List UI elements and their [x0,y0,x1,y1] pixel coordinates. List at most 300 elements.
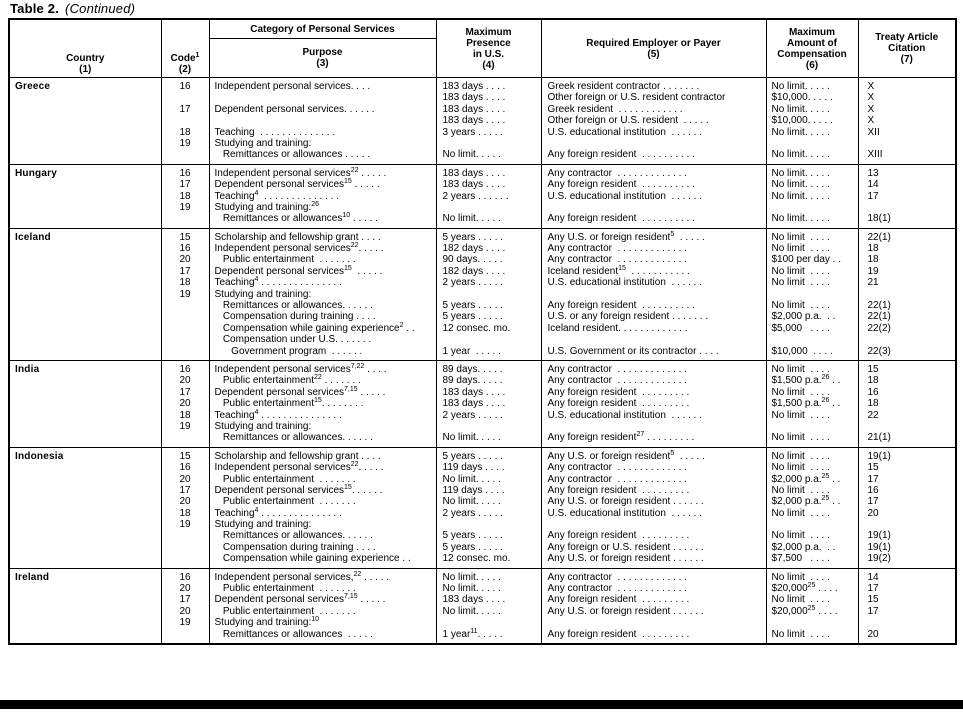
line: 21(1) [867,432,891,444]
compensation-cell [766,78,858,165]
country-name: Ireland [15,571,50,583]
line: Public entertainment . . . . . . . [214,583,356,595]
line: Independent personal services$^{22}$. . . . . [214,242,384,255]
line: XIII [867,149,883,161]
line: Any contractor . . . . . . . . . . . . . [547,583,687,595]
line: No limit . . . . [771,530,830,542]
line: 19(2) [867,553,891,565]
line: Any foreign resident . . . . . . . . . [547,386,690,398]
line: Any contractor . . . . . . . . . . . . . [547,571,687,583]
line: No limit . . . . [771,363,830,375]
line: Teaching . . . . . . . . . . . . . . [214,126,336,138]
presence-cell [436,164,541,228]
header-code-label: Code$^1$ [170,52,200,64]
line: No limit . . . . [771,386,830,398]
line [210,92,436,103]
line: 16 [867,386,879,398]
header-payer: Required Employer or Payer (5) [541,19,766,78]
line: 89 days. . . . . [442,363,503,375]
line: Remittances or allowances . . . . . [214,628,373,640]
line: Any foreign resident . . . . . . . . . [547,594,690,606]
code-cell [161,568,209,644]
line [859,138,956,149]
line: No limit . . . . [771,628,830,640]
line: 22 [867,409,879,421]
line: $2,000 p.a. . . [771,311,836,323]
line: $5,000 . . . . [771,322,830,334]
table-number: Table 2. [10,1,60,16]
line: 17 [867,496,879,508]
line [162,553,209,564]
country-block-ireland [9,568,956,644]
line: No limit . . . . [771,462,830,474]
table-header [9,19,956,78]
line: No limit. . . . . [771,81,830,92]
line: Teaching$^4$ . . . . . . . . . . . . . . . [214,506,342,519]
line: $1,500 p.a.$^{26}$ . . [771,397,841,410]
line: Studying and training: [214,288,312,300]
line [162,323,209,334]
line [437,289,541,300]
header-country-label: Country [66,53,105,64]
line: 5 years . . . . . [442,311,504,323]
line: Public entertainment$^{15}$. . . . . . . . [214,397,364,410]
line [542,421,766,432]
compensation-cell [766,228,858,360]
line: 2 years . . . . . [442,277,504,289]
line: 18 [867,398,879,410]
line: $10,000. . . . . [771,115,833,127]
table-body [9,78,956,644]
header-compensation: Maximum Amount of Compensation (6) [766,19,858,78]
line [210,115,436,126]
compensation-cell [766,568,858,644]
line: Greek resident . . . . . . . . . . . . [547,103,683,115]
line: Teaching$^4$ . . . . . . . . . . . . . . . [214,276,342,289]
country-cell [9,164,161,228]
line: No limit. . . . . [442,473,501,485]
line: Any contractor . . . . . . . . . . . . . [547,363,687,375]
line: 183 days . . . . [442,398,506,410]
citation-cell [858,360,956,447]
line: 15 [867,594,879,606]
line: 18 [867,375,879,387]
purpose-cell [209,360,436,447]
line [767,421,858,432]
line: 1 year$^{11}$. . . . . [442,627,503,640]
line: No limit . . . . [771,450,830,462]
line: 5 years . . . . . [442,231,504,243]
tax-treaty-table [8,18,957,645]
line: 19 [179,201,191,213]
line: Dependent personal services$^{15}$. . . . . . [214,483,383,496]
presence-cell [436,78,541,165]
line: 15 [179,450,191,462]
line: 18 [179,507,191,519]
line: Any contractor . . . . . . . . . . . . . [547,243,687,255]
line: No limit. . . . . [771,167,830,179]
line: Independent personal services. . . . [214,81,371,92]
line: 5 years . . . . . [442,300,504,312]
line: 19(1) [867,450,891,462]
line: Any foreign resident . . . . . . . . . . [547,300,695,312]
line: 5 years . . . . . [442,450,504,462]
purpose-cell [209,447,436,568]
payer-cell [541,447,766,568]
line: 12 consec. mo. [442,553,511,565]
line: 17 [179,103,191,115]
line: Any foreign resident . . . . . . . . . . [547,179,695,191]
header-code-num: (2) [178,64,192,75]
line: Iceland resident. . . . . . . . . . . . . [547,322,688,334]
line: No limit . . . . [771,277,830,289]
line [437,421,541,432]
line: U.S. or any foreign resident . . . . . . . [547,311,709,323]
line: 15 [179,231,191,243]
line: Remittances or allowances . . . . . [214,149,371,161]
line: Dependent personal services$^{15}$ . . . . . [214,178,380,191]
line: 183 days . . . . [442,115,506,127]
line: Dependent personal services$^{7,15}$ . . . . . [214,385,386,398]
line: 16 [179,571,191,583]
payer-cell [541,568,766,644]
citation-cell [858,568,956,644]
line: Government program . . . . . . [214,345,363,357]
line: Any foreign resident . . . . . . . . . [547,484,690,496]
line: No limit . . . . [771,231,830,243]
purpose-cell [209,164,436,228]
line [859,519,956,530]
line: Any U.S. or foreign resident$^5$ . . . . . [547,230,705,243]
compensation-cell [766,360,858,447]
line: 19(1) [867,530,891,542]
line: 18 [179,409,191,421]
line: $1,500 p.a.$^{26}$ . . [771,374,841,387]
country-cell [9,568,161,644]
header-citation: Treaty Article Citation (7) [858,19,956,78]
line: $2,000 p.a. . . [771,541,836,553]
line: Studying and training: [214,420,312,432]
line [162,115,209,126]
line [859,202,956,213]
line: Any contractor . . . . . . . . . . . . . [547,375,687,387]
line: 21 [867,277,879,289]
line: 183 days . . . . [442,594,506,606]
line: 183 days . . . . [442,103,506,115]
line [542,519,766,530]
line: 16 [179,243,191,255]
line: 14 [867,179,879,191]
line [542,138,766,149]
line: Any foreign resident . . . . . . . . . [547,530,690,542]
line: 18(1) [867,213,891,225]
line: No limit. . . . . [442,213,501,225]
header-country [9,19,161,78]
payer-cell [541,164,766,228]
line: No limit. . . . . [771,179,830,191]
line: No limit. . . . . [442,149,501,161]
line: U.S. educational institution . . . . . . [547,126,703,138]
line [859,334,956,345]
citation-cell [858,228,956,360]
line: Compensation during training . . . . [214,311,376,323]
line [162,213,209,224]
country-cell [9,78,161,165]
line: 16 [179,81,191,92]
line: X [867,92,875,104]
line [162,629,209,640]
line: No limit. . . . . [442,583,501,595]
country-block-indonesia [9,447,956,568]
line: Dependent personal services$^{15}$ . . . . . [214,264,383,277]
line: X [867,115,875,127]
citation-cell [858,447,956,568]
line: Public entertainment . . . . . . . [214,254,356,266]
line: 1 year . . . . . [442,345,501,357]
line: X [867,81,875,92]
line: No limit . . . . [771,300,830,312]
line: 20 [179,375,191,387]
line [437,519,541,530]
line [859,289,956,300]
line [859,617,956,628]
line: 22(2) [867,322,891,334]
line [162,542,209,553]
line: Any U.S. or foreign resident . . . . . . [547,553,704,565]
line: Independent personal services,$^{22}$ . . . . . [214,570,390,583]
line: $10,000 . . . . [771,345,833,357]
line: Any contractor . . . . . . . . . . . . . [547,462,687,474]
country-cell [9,228,161,360]
line [162,346,209,357]
line [767,202,858,213]
line: 19 [179,617,191,629]
presence-cell [436,447,541,568]
line [767,289,858,300]
line: U.S. educational institution . . . . . . [547,507,703,519]
line: Independent personal services$^{7,22}$ . . . . [214,362,387,375]
country-cell [9,447,161,568]
line: 22(1) [867,300,891,312]
line: 16 [179,363,191,375]
line: Studying and training:$^{10}$ [214,616,320,629]
country-cell [9,360,161,447]
line: 18 [867,254,879,266]
header-code [161,19,209,78]
line: $7,500 . . . . [771,553,830,565]
line: No limit. . . . . [442,571,501,583]
citation-cell [858,78,956,165]
line: 16 [179,462,191,474]
compensation-cell [766,164,858,228]
line: 182 days . . . . [442,265,506,277]
line [767,617,858,628]
line: 22(1) [867,231,891,243]
line: Any contractor . . . . . . . . . . . . . [547,254,687,266]
line [437,202,541,213]
line [542,334,766,345]
line: No limit. . . . . [442,605,501,617]
line: Remittances or allowances$^{10}$ . . . . . [214,212,378,225]
header-purpose: Purpose (3) [209,39,436,78]
line: 20 [179,254,191,266]
line [437,617,541,628]
line: 183 days . . . . [442,81,506,92]
line: Other foreign or U.S. resident . . . . . [547,115,709,127]
line: 17 [179,484,191,496]
code-cell [161,228,209,360]
line: 183 days . . . . [442,179,506,191]
line: $10,000. . . . . [771,92,833,104]
code-cell [161,164,209,228]
line: Greek resident contractor . . . . . . . [547,81,700,92]
line: $20,000$^{25}$ . . . . [771,582,838,595]
payer-cell [541,78,766,165]
line: No limit. . . . . [771,190,830,202]
line: Teaching$^4$ . . . . . . . . . . . . . . [214,189,340,202]
purpose-cell [209,78,436,165]
line: 15 [867,462,879,474]
country-name: Iceland [15,231,51,243]
line: No limit. . . . . [771,126,830,138]
line: 2 years . . . . . [442,507,504,519]
line: 183 days . . . . [442,167,506,179]
line: 13 [867,167,879,179]
line [162,311,209,322]
line [767,519,858,530]
purpose-cell [209,568,436,644]
line: 17 [867,190,879,202]
line: No limit. . . . . [771,149,830,161]
line: 183 days . . . . [442,386,506,398]
line: 2 years . . . . . . [442,190,509,202]
line [767,138,858,149]
line [162,530,209,541]
line [162,334,209,345]
compensation-cell [766,447,858,568]
payer-cell [541,360,766,447]
line: 20 [179,605,191,617]
line: No limit . . . . [771,594,830,606]
line: 3 years . . . . . [442,126,504,138]
line: Independent personal services$^{22}$ . . . . . [214,166,387,179]
country-block-iceland [9,228,956,360]
line: Any foreign resident$^{27}$ . . . . . . . . . [547,431,695,444]
line: Dependent personal services. . . . . . [214,103,375,115]
line: 20 [867,628,879,640]
line [542,289,766,300]
table-continued-label: (Continued) [65,1,136,16]
line [162,92,209,103]
line: 5 years . . . . . [442,541,504,553]
header-category: Category of Personal Services [209,19,436,39]
line: Iceland resident$^{15}$ . . . . . . . . . . . [547,264,690,277]
line: Any foreign or U.S. resident . . . . . . [547,541,704,553]
line: Any U.S. or foreign resident$^5$ . . . . . [547,449,705,462]
line: 19 [867,265,879,277]
line: No limit . . . . [771,243,830,255]
line: Public entertainment . . . . . . . [214,496,356,508]
line: Compensation while gaining experience$^2$ . . [214,321,415,334]
line: No limit . . . . [771,432,830,444]
line [767,334,858,345]
line: 16 [867,484,879,496]
line: 22(3) [867,345,891,357]
code-cell [161,360,209,447]
country-name: Indonesia [15,450,64,462]
line: 17 [179,265,191,277]
line: 2 years . . . . . [442,409,504,421]
line: 19 [179,137,191,149]
line: Public entertainment . . . . . . . [214,605,356,617]
line: No limit. . . . . [442,496,501,508]
line: No limit . . . . [771,265,830,277]
line [437,334,541,345]
line [437,138,541,149]
line: 90 days. . . . . [442,254,503,266]
line: XII [867,126,880,138]
line: 18 [179,126,191,138]
line: Compensation while gaining experience . . [214,553,411,565]
line: Independent personal services$^{22}$. . . . . [214,461,384,474]
header-country-num: (1) [79,64,92,75]
line: 20 [179,583,191,595]
line: U.S. educational institution . . . . . . [547,190,703,202]
line: Other foreign or U.S. resident contractor [547,92,726,104]
country-name: India [15,363,40,375]
country-block-hungary [9,164,956,228]
line: Any foreign resident . . . . . . . . . . [547,149,695,161]
line: Any contractor . . . . . . . . . . . . . [547,167,687,179]
line: 18 [179,277,191,289]
line: Any contractor . . . . . . . . . . . . . [547,473,687,485]
line: Compensation under U.S. . . . . . . [214,334,372,346]
line: 17 [867,605,879,617]
line: Scholarship and fellowship grant . . . . [214,450,381,462]
line: Public entertainment$^{22}$ . . . . . . . [214,374,361,387]
code-cell [161,447,209,568]
line: 17 [179,594,191,606]
line: 182 days . . . . [442,243,506,255]
line: 19(1) [867,541,891,553]
line: Any foreign resident . . . . . . . . . . [547,213,695,225]
line: $2,000 p.a.$^{25}$ . . [771,472,841,485]
line: No limit . . . . [771,507,830,519]
line: 17 [867,583,879,595]
line: 19 [179,420,191,432]
line: X [867,103,875,115]
line: 5 years . . . . . [442,530,504,542]
line: 20 [867,507,879,519]
line: $20,000$^{25}$ . . . . [771,604,838,617]
line: Teaching$^4$ . . . . . . . . . . . . . . . [214,408,342,421]
line [542,617,766,628]
line: Any U.S. or foreign resident . . . . . . [547,496,704,508]
line: 15 [867,363,879,375]
page-title [10,1,135,16]
country-name: Greece [15,81,51,92]
line: No limit . . . . [771,571,830,583]
line: 20 [179,398,191,410]
line: 22(1) [867,311,891,323]
payer-cell [541,228,766,360]
line: U.S. Government or its contractor . . . . [547,345,719,357]
line [162,300,209,311]
line [542,202,766,213]
line: 18 [867,243,879,255]
code-cell [161,78,209,165]
line [859,421,956,432]
